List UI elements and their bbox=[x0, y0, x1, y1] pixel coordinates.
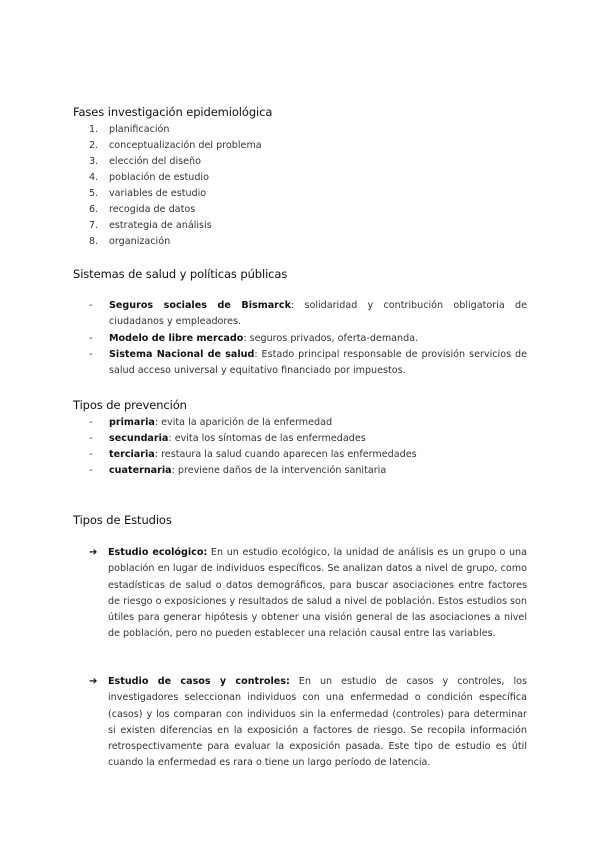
description: En un estudio ecológico, la unidad de análisis es un grupo o una población en lugar de individuos específicos. Se analizan datos a nivel de grupo, como estadísticas de salud o datos demográficos, para buscar asociaciones entre factores de riesgo o exposiciones y resultados de salud a nivel de población. Estos estudios son útiles para generar hipótesis y obtener una visión general de las asociaciones a nivel de población, pero no pueden establecer una relación causal entre las variables. bbox=[108, 547, 527, 640]
sistemas-heading: Sistemas de salud y políticas públicas bbox=[73, 267, 288, 281]
dash-bullet: - bbox=[89, 433, 93, 444]
term: Estudio de casos y controles: bbox=[108, 676, 290, 687]
term: Seguros sociales de Bismarck bbox=[109, 300, 291, 311]
list-text: recogida de datos bbox=[109, 204, 196, 215]
term: secundaria bbox=[109, 433, 169, 444]
list-item bbox=[89, 447, 527, 463]
list-item bbox=[89, 463, 527, 479]
term: primaria bbox=[109, 417, 155, 428]
term: terciaria bbox=[109, 449, 155, 460]
estudios-heading: Tipos de Estudios bbox=[73, 513, 172, 527]
list-number: 4. bbox=[89, 172, 99, 183]
term: Estudio ecológico: bbox=[108, 547, 208, 558]
list-item bbox=[89, 431, 527, 447]
list-item bbox=[89, 415, 527, 431]
description: : evita los síntomas de las enfermedades bbox=[168, 433, 366, 444]
prevencion-heading: Tipos de prevención bbox=[73, 398, 187, 412]
arrow-icon: ➔ bbox=[89, 676, 98, 687]
list-text bbox=[109, 298, 527, 330]
list-text: población de estudio bbox=[109, 172, 209, 183]
description: : previene daños de la intervención sanitaria bbox=[171, 465, 387, 476]
list-number: 6. bbox=[89, 204, 99, 215]
list-text bbox=[109, 415, 527, 431]
list-text bbox=[109, 347, 527, 379]
dash-bullet: - bbox=[89, 300, 93, 311]
list-item bbox=[89, 347, 527, 379]
term: cuaternaria bbox=[109, 465, 172, 476]
list-text: planificación bbox=[109, 124, 170, 135]
description: : solidaridad y contribución obligatoria de ciudadanos y empleadores. bbox=[109, 300, 527, 327]
list-text: organización bbox=[109, 236, 171, 247]
term: Sistema Nacional de salud bbox=[109, 349, 255, 360]
list-text: elección del diseño bbox=[109, 156, 201, 167]
list-text bbox=[109, 463, 527, 479]
list-number: 1. bbox=[89, 124, 99, 135]
list-text: variables de estudio bbox=[109, 188, 207, 199]
description: : restaura la salud cuando aparecen las enfermedades bbox=[154, 449, 417, 460]
fases-heading: Fases investigación epidemiológica bbox=[73, 105, 273, 119]
dash-bullet: - bbox=[89, 349, 93, 360]
list-item bbox=[89, 674, 527, 772]
dash-bullet: - bbox=[89, 465, 93, 476]
list-number: 7. bbox=[89, 220, 99, 231]
list-number: 5. bbox=[89, 188, 99, 199]
list-text bbox=[108, 674, 527, 772]
list-item bbox=[89, 331, 527, 347]
arrow-icon: ➔ bbox=[89, 547, 98, 558]
description: : Estado principal responsable de provisión servicios de salud acceso universal y equitativo financiado por impuestos. bbox=[109, 349, 527, 376]
list-number: 8. bbox=[89, 236, 99, 247]
dash-bullet: - bbox=[89, 417, 93, 428]
list-text: estrategia de análisis bbox=[109, 220, 212, 231]
list-text bbox=[109, 431, 527, 447]
description: En un estudio de casos y controles, los investigadores seleccionan individuos con una enfermedad o condición específica (casos) y los comparan con individuos sin la enfermedad (controles) para determinar si existen diferencias en la exposición a factores de riesgo. Se recopila información retrospectivamente para evaluar la exposición pasada. Este tipo de estudio es útil cuando la enfermedad es rara o tiene un largo período de latencia. bbox=[108, 676, 527, 769]
list-text bbox=[109, 447, 527, 463]
list-item bbox=[89, 545, 527, 643]
list-text: conceptualización del problema bbox=[109, 140, 262, 151]
dash-bullet: - bbox=[89, 449, 93, 460]
dash-bullet: - bbox=[89, 333, 93, 344]
list-item bbox=[89, 298, 527, 330]
list-text bbox=[109, 331, 527, 347]
term: Modelo de libre mercado bbox=[109, 333, 244, 344]
description: : seguros privados, oferta-demanda. bbox=[243, 333, 419, 344]
list-number: 3. bbox=[89, 156, 99, 167]
list-number: 2. bbox=[89, 140, 99, 151]
description: : evita la aparición de la enfermedad bbox=[154, 417, 333, 428]
list-text bbox=[108, 545, 527, 643]
